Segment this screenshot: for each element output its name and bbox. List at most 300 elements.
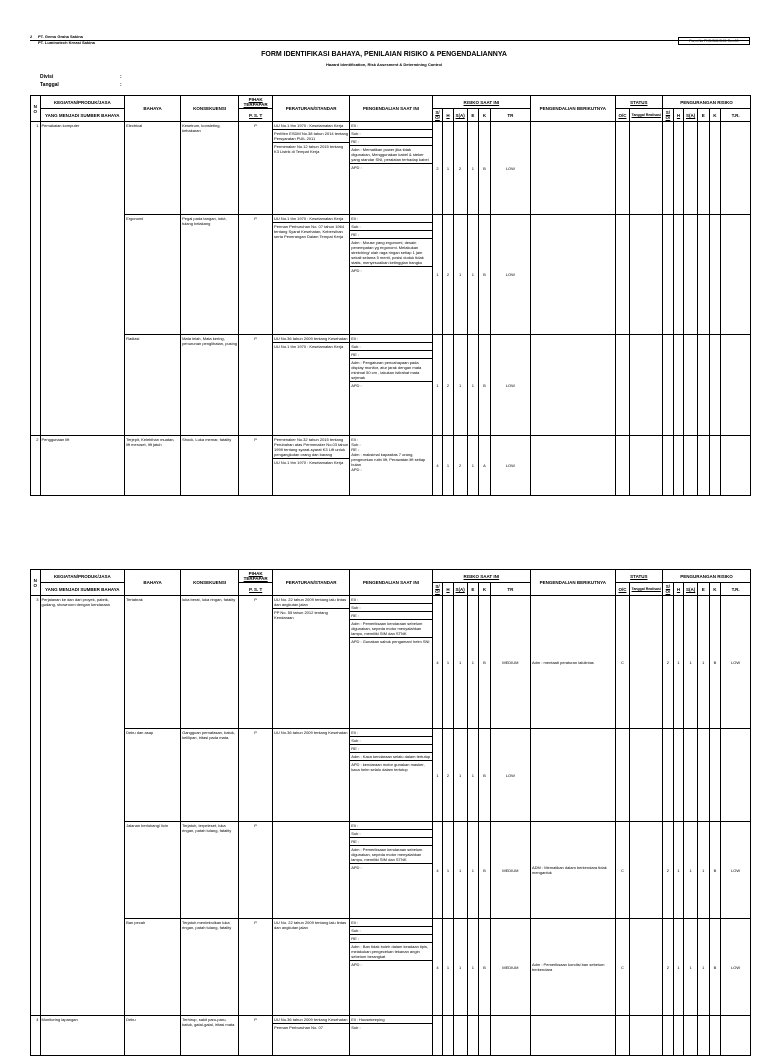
status-oc-cell: [615, 1016, 630, 1056]
control-line: APD :: [351, 962, 362, 967]
risk-row: [31, 596, 751, 729]
reduced-risk-cell: B: [709, 919, 721, 1016]
reduced-risk-cell: [673, 729, 684, 822]
hazard-cell: Ban pecah: [125, 919, 181, 1016]
col-k2: K: [709, 109, 721, 122]
form-page-2: [0, 563, 768, 1030]
risk-e-cell: 1: [467, 919, 479, 1016]
control-line: RE :: [350, 231, 431, 239]
col-s2: S/O/: [663, 109, 674, 122]
regulation-cell: [273, 122, 350, 215]
col-e2: E: [697, 109, 709, 122]
consequence-cell: Terjatuh menimbulkan luka ringan, patah tulang, fatality: [181, 919, 239, 1016]
consequence-cell: Mata lelah, Mata kering, penurunan penglihatan, pusing: [181, 335, 239, 436]
current-control-cell: [350, 436, 432, 496]
reduced-risk-cell: [697, 729, 709, 822]
risk-row: [31, 215, 751, 335]
control-line: Eli :: [350, 596, 431, 604]
current-control-cell: [350, 919, 432, 1016]
col-s: S/O/: [432, 109, 443, 122]
control-line: Adm : Pemeriksaan kendaraan sebelum digunakan, sepeda motor menyalahkan lampu, memiliki SIM dan STNK: [350, 846, 431, 864]
company-line-2: PT. Luminotech Kreasi Sakina: [38, 40, 95, 45]
header-rule: [30, 40, 750, 41]
risk-row: [31, 822, 751, 919]
risk-row: [31, 436, 751, 496]
regulation-cell: [273, 335, 350, 436]
status-oc-cell: [615, 335, 630, 436]
col-sa: S(A): [453, 109, 467, 122]
control-line: Eli : Sub : RE : Adm : maksimal kapasitas 7 orang, pengecekan rutin lift, Perawatan lift setiap bulan APD :: [351, 437, 426, 472]
control-line: APD :: [351, 165, 362, 170]
consequence-cell: Terjatuh, terpeleset, luka ringan, patah tulang, fatality: [181, 822, 239, 919]
hazard-cell: Debu: [125, 1016, 181, 1056]
col-kegiatan-2: YANG MENJADI SUMBER BAHAYA: [40, 109, 125, 122]
reduced-risk-cell: 2: [663, 596, 674, 729]
risk-s-cell: 4: [432, 436, 443, 496]
regulation-cell: [273, 919, 350, 1016]
risk-sa-cell: 2: [453, 436, 467, 496]
reduced-risk-cell: [709, 729, 721, 822]
risk-sa-cell: 1: [453, 919, 467, 1016]
col-e2: E: [697, 583, 709, 596]
risk-k-cell: [479, 1016, 491, 1056]
reduced-risk-cell: [663, 122, 674, 215]
next-control-cell: [531, 1016, 616, 1056]
col-tr: TR: [490, 583, 530, 596]
col-sa: S(A): [453, 583, 467, 596]
risk-level-cell: LOW: [490, 436, 530, 496]
risk-e-cell: 1: [467, 822, 479, 919]
col-peraturan: PERATURAN/STANDAR: [273, 570, 350, 596]
control-line: UU No.36 tahun 2009 tentang Kesehatan: [274, 336, 348, 341]
reduced-risk-cell: [684, 335, 698, 436]
realization-date-cell: [630, 822, 663, 919]
activity-cell: Perjalanan ke dan dari proyek, pabrik, gudang, showroom dengan kendaraan: [40, 596, 125, 1016]
col-tr: TR: [490, 109, 530, 122]
regulation-cell: [273, 436, 350, 496]
next-control-cell: [531, 122, 616, 215]
page-gap: [0, 530, 768, 563]
hazard-cell: Tertabrak: [125, 596, 181, 729]
risk-h-cell: 1: [443, 436, 454, 496]
risk-s-cell: 4: [432, 596, 443, 729]
risk-level-cell: MEDIUM: [490, 596, 530, 729]
reduced-risk-cell: B: [709, 596, 721, 729]
col-berikut: PENGENDALIAN BERIKUTNYA: [531, 96, 616, 122]
realization-date-cell: [630, 919, 663, 1016]
control-line: RE :: [350, 351, 431, 359]
col-tanggal-realisasi: Tanggal Realisasi: [630, 109, 663, 122]
control-line: APD :: [351, 865, 362, 870]
exposed-party-cell: P: [239, 729, 273, 822]
status-oc-cell: C: [615, 822, 630, 919]
risk-h-cell: 2: [443, 335, 454, 436]
reduced-risk-cell: 1: [673, 822, 684, 919]
col-konsekuensi: KONSEKUENSI: [181, 96, 239, 122]
company-line-1: 2 PT. Gemo Graha Sakina: [30, 34, 83, 39]
risk-table-1: [30, 95, 751, 496]
col-pengendalian: PENGENDALIAN SAAT INI: [350, 570, 432, 596]
col-e: E: [467, 109, 479, 122]
activity-cell: Penggunaan lift: [40, 436, 125, 496]
row-number: 3: [31, 596, 41, 1016]
reduced-risk-cell: [673, 1016, 684, 1056]
reduced-risk-cell: [709, 215, 721, 335]
reduced-risk-cell: 1: [673, 596, 684, 729]
form-subtitle: Hazard Identification, Risk Assesment & Determining Control: [325, 62, 443, 67]
consequence-cell: Shock, Luka memar, fatality: [181, 436, 239, 496]
current-control-cell: [350, 596, 432, 729]
risk-sa-cell: 1: [453, 335, 467, 436]
risk-e-cell: 1: [467, 596, 479, 729]
realization-date-cell: [630, 596, 663, 729]
col-konsekuensi: KONSEKUENSI: [181, 570, 239, 596]
reduced-risk-cell: [684, 729, 698, 822]
control-line: APD : kendaraan motor gunakan masker, kaca helm selalu dalam tertutup: [351, 762, 426, 772]
col-s: S/O/: [432, 583, 443, 596]
row-number: 1: [31, 122, 41, 436]
control-line: Eli :: [350, 822, 431, 830]
exposed-party-cell: P: [239, 919, 273, 1016]
control-line: RE :: [350, 612, 431, 620]
reduced-risk-cell: [684, 436, 698, 496]
current-control-cell: [350, 335, 432, 436]
risk-level-cell: MEDIUM: [490, 822, 530, 919]
reduced-risk-cell: [721, 436, 751, 496]
reduced-risk-cell: [697, 122, 709, 215]
col-h2: H: [673, 109, 684, 122]
control-line: Eli :: [350, 215, 431, 223]
col-pihak: PIHAK TERPAPAR: [239, 96, 273, 109]
hazard-cell: Debu dan asap: [125, 729, 181, 822]
risk-sa-cell: 1: [453, 215, 467, 335]
risk-sa-cell: 2: [453, 122, 467, 215]
reduced-risk-cell: [697, 436, 709, 496]
reduced-risk-cell: [709, 335, 721, 436]
control-line: PerMen ESDM No.38 tahun 2014 tentang Persyaratan PUIL 2011: [274, 131, 350, 141]
status-oc-cell: [615, 729, 630, 822]
control-line: UU No.36 tahun 2009 tentang Kesehatan: [274, 1017, 348, 1022]
risk-row: [31, 335, 751, 436]
control-line: Perman Perburuhan No. 07 tahun 1964 tentang Syarat Kesehatan, Kebersihan serta Penerangan Dalam Tempat Kerja: [274, 224, 346, 239]
col-berikut: PENGENDALIAN BERIKUTNYA: [531, 570, 616, 596]
col-oc: O/C: [615, 109, 630, 122]
current-control-cell: [350, 822, 432, 919]
reduced-risk-cell: [673, 436, 684, 496]
col-kegiatan-2: YANG MENJADI SUMBER BAHAYA: [40, 583, 125, 596]
reduced-risk-cell: [663, 1016, 674, 1056]
risk-row: [31, 1016, 751, 1056]
control-line: UU No.1 thn 1970 : Keselamatan Kerja: [273, 215, 349, 223]
control-line: Adm : Mouse yang ergonomi, desain penempatan yg ergonomi. Melakukan stretching/ olah raga ringan setiap 1 jam sekali selama 5 menit, posisi duduk tidak statis, menyesuaikan ketinggian bangku: [350, 239, 431, 267]
tanggal-field: Tanggal :: [40, 82, 122, 88]
current-control-cell: [350, 1016, 432, 1056]
col-sa2: S(A): [684, 583, 698, 596]
status-oc-cell: C: [615, 596, 630, 729]
hazard-cell: Ergonomi: [125, 215, 181, 335]
exposed-party-cell: P: [239, 436, 273, 496]
risk-k-cell: A: [479, 436, 491, 496]
reduced-risk-cell: 1: [697, 822, 709, 919]
risk-k-cell: B: [479, 215, 491, 335]
next-control-cell: [531, 335, 616, 436]
col-sa2: S(A): [684, 109, 698, 122]
control-line: Eli :: [350, 919, 431, 927]
control-line: PP No. 55 tahun 2012 tentang Kendaraan: [274, 610, 329, 620]
consequence-cell: Terhirup, sakit paru-paru, batuk, gatal-gatal, iritasi mata: [181, 1016, 239, 1056]
control-line: Eli :: [350, 729, 431, 737]
form-number: Form No PKS-SMK3-01 Rev.00: [678, 37, 750, 45]
risk-e-cell: 1: [467, 729, 479, 822]
exposed-party-cell: P: [239, 215, 273, 335]
reduced-risk-cell: LOW: [721, 822, 751, 919]
current-control-cell: [350, 215, 432, 335]
reduced-risk-cell: LOW: [721, 919, 751, 1016]
risk-k-cell: B: [479, 822, 491, 919]
reduced-risk-cell: [709, 122, 721, 215]
realization-date-cell: [630, 1016, 663, 1056]
reduced-risk-cell: 1: [684, 822, 698, 919]
col-bahaya: BAHAYA: [125, 570, 181, 596]
col-pengurangan: PENGURANGAN RISIKO: [663, 570, 751, 583]
control-line: Adm : Kaca kendaraan selalu dalam tertutup: [351, 754, 431, 759]
realization-date-cell: [630, 436, 663, 496]
realization-date-cell: [630, 335, 663, 436]
col-pengurangan: PENGURANGAN RISIKO: [663, 96, 751, 109]
control-line: Sub :: [350, 927, 431, 935]
risk-sa-cell: 1: [453, 822, 467, 919]
reduced-risk-cell: [663, 215, 674, 335]
col-e: E: [467, 583, 479, 596]
next-control-cell: ADM : Mematikan dalam berkendara tidak mengantuk: [531, 822, 616, 919]
col-pst: P. S. T: [239, 109, 273, 122]
control-line: Adm : Mematikan power jika tidak digunakan, Menggunakan kabel & steker yang standar SNI, peralatan terhadap kabel: [350, 146, 431, 164]
risk-e-cell: 1: [467, 122, 479, 215]
risk-h-cell: 1: [443, 122, 454, 215]
col-tr2: T.R.: [721, 109, 751, 122]
control-line: RE :: [350, 838, 431, 846]
risk-e-cell: 1: [467, 335, 479, 436]
col-pst: P. S. T: [239, 583, 273, 596]
reduced-risk-cell: [709, 436, 721, 496]
col-s2: S/O/: [663, 583, 674, 596]
control-line: RE :: [350, 935, 431, 943]
control-line: Sub :: [350, 737, 431, 745]
control-line: Sub :: [350, 130, 431, 138]
exposed-party-cell: P: [239, 335, 273, 436]
next-control-cell: Adm : mentaati peraturan lalulintas: [531, 596, 616, 729]
status-oc-cell: C: [615, 919, 630, 1016]
control-line: Eli :: [350, 335, 431, 343]
risk-k-cell: B: [479, 729, 491, 822]
current-control-cell: [350, 729, 432, 822]
control-line: Sub :: [350, 604, 431, 612]
col-h: H: [443, 109, 454, 122]
col-k: K: [479, 583, 491, 596]
risk-h-cell: [443, 1016, 454, 1056]
col-k: K: [479, 109, 491, 122]
risk-s-cell: 4: [432, 919, 443, 1016]
risk-e-cell: 1: [467, 215, 479, 335]
col-pengendalian: PENGENDALIAN SAAT INI: [350, 96, 432, 122]
status-oc-cell: [615, 215, 630, 335]
col-k2: K: [709, 583, 721, 596]
risk-s-cell: 1: [432, 215, 443, 335]
col-kegiatan: KEGIATAN/PRODUK/JASA: [40, 96, 125, 109]
hazard-cell: Electrical: [125, 122, 181, 215]
reduced-risk-cell: 1: [684, 919, 698, 1016]
exposed-party-cell: P: [239, 822, 273, 919]
risk-sa-cell: 1: [453, 729, 467, 822]
risk-level-cell: LOW: [490, 122, 530, 215]
realization-date-cell: [630, 122, 663, 215]
col-tanggal-realisasi: Tanggal Realisasi: [630, 583, 663, 596]
reduced-risk-cell: [663, 335, 674, 436]
control-line: [273, 822, 349, 824]
control-line: Perman Perburuhan No. 07: [274, 1025, 323, 1030]
risk-h-cell: 2: [443, 729, 454, 822]
reduced-risk-cell: [721, 122, 751, 215]
risk-h-cell: 1: [443, 596, 454, 729]
col-no: NO: [31, 96, 41, 122]
col-kegiatan: KEGIATAN/PRODUK/JASA: [40, 570, 125, 583]
reduced-risk-cell: 1: [697, 919, 709, 1016]
risk-level-cell: LOW: [490, 729, 530, 822]
regulation-cell: [273, 215, 350, 335]
divisi-field: Divisi :: [40, 74, 122, 80]
exposed-party-cell: P: [239, 1016, 273, 1056]
risk-level-cell: [490, 1016, 530, 1056]
reduced-risk-cell: [697, 215, 709, 335]
risk-level-cell: MEDIUM: [490, 919, 530, 1016]
row-number: 2: [31, 436, 41, 496]
regulation-cell: [273, 729, 350, 822]
realization-date-cell: [630, 729, 663, 822]
risk-k-cell: B: [479, 596, 491, 729]
control-line: UU No. 22 tahun 2009 tentang lalu lintas dan angkutan jalan: [274, 920, 348, 930]
reduced-risk-cell: [673, 335, 684, 436]
col-bahaya: BAHAYA: [125, 96, 181, 122]
control-line: Permenaker No.12 tahun 2015 tentang K3 Listrik di Tempat Kerja: [274, 144, 345, 154]
control-line: UU No.1 thn 1970 : Keselamatan Kerja: [274, 344, 344, 349]
control-line: Sub :: [350, 223, 431, 231]
reduced-risk-cell: [663, 436, 674, 496]
consequence-cell: luka berat, luka ringan, fatality: [181, 596, 239, 729]
control-line: Adm : Ban tidak boleh dalam keadaan tipis, melakukan pengecekan tekanan angin sebelum berangkat: [350, 943, 431, 961]
reduced-risk-cell: [673, 122, 684, 215]
exposed-party-cell: P: [239, 122, 273, 215]
col-no: NO: [31, 570, 41, 596]
col-h: H: [443, 583, 454, 596]
risk-row: [31, 122, 751, 215]
reduced-risk-cell: 1: [673, 919, 684, 1016]
reduced-risk-cell: [721, 215, 751, 335]
reduced-risk-cell: [709, 1016, 721, 1056]
next-control-cell: [531, 729, 616, 822]
status-oc-cell: [615, 436, 630, 496]
risk-h-cell: 1: [443, 919, 454, 1016]
col-status: STATUS: [615, 570, 663, 583]
risk-row: [31, 729, 751, 822]
control-line: APD :: [351, 383, 362, 388]
control-line: Adm : Pengaturan pencahayaan pada display monitor, atur jarak dengan mata minimal 50 cm , lakukan istirahat mata sejenak: [350, 359, 431, 382]
col-h2: H: [673, 583, 684, 596]
regulation-cell: [273, 1016, 350, 1056]
reduced-risk-cell: [697, 335, 709, 436]
next-control-cell: [531, 215, 616, 335]
form-title: FORM IDENTIFIKASI BAHAYA, PENILAIAN RISIKO & PENGENDALIANNYA: [261, 51, 507, 58]
consequence-cell: Kesetrum, konsleting, kebakaran: [181, 122, 239, 215]
control-line: Eli : Housekeeping: [350, 1016, 431, 1024]
risk-sa-cell: 1: [453, 596, 467, 729]
reduced-risk-cell: [684, 1016, 698, 1056]
status-oc-cell: [615, 122, 630, 215]
risk-sa-cell: [453, 1016, 467, 1056]
col-status: STATUS: [615, 96, 663, 109]
col-pihak: PIHAK TERPAPAR: [239, 570, 273, 583]
risk-level-cell: LOW: [490, 335, 530, 436]
control-line: Sub :: [350, 343, 431, 351]
reduced-risk-cell: [684, 122, 698, 215]
hazard-cell: Radiasi: [125, 335, 181, 436]
realization-date-cell: [630, 215, 663, 335]
control-line: RE :: [350, 745, 431, 753]
current-control-cell: [350, 122, 432, 215]
consequence-cell: Pegal pada tangan, lutut, tulang belakang: [181, 215, 239, 335]
consequence-cell: Gangguan pernafasan, batuk, kelilipan, iritasi pada mata.: [181, 729, 239, 822]
next-control-cell: Adm : Pemeriksaan kondisi ban sebelum berkendara: [531, 919, 616, 1016]
regulation-cell: [273, 596, 350, 729]
control-line: Permenaker No.32 tahun 2015 tentang Perubahan atas Permenaker No.03 tahun 1999 tentang syarat-syarat K3 Lift untuk pengangkutan orang dan barang: [274, 437, 350, 457]
col-peraturan: PERATURAN/STANDAR: [273, 96, 350, 122]
row-number: 4: [31, 1016, 41, 1056]
reduced-risk-cell: LOW: [721, 596, 751, 729]
risk-s-cell: 1: [432, 729, 443, 822]
reduced-risk-cell: 2: [663, 822, 674, 919]
risk-h-cell: 1: [443, 822, 454, 919]
risk-k-cell: B: [479, 122, 491, 215]
control-line: Sub :: [351, 1025, 361, 1030]
activity-cell: Monitoring lapangan: [40, 1016, 125, 1056]
control-line: APD : Gunakan sabuk pengaman/ helm SNI: [351, 639, 430, 644]
reduced-risk-cell: [721, 1016, 751, 1056]
col-oc: O/C: [615, 583, 630, 596]
reduced-risk-cell: 1: [684, 596, 698, 729]
reduced-risk-cell: [663, 729, 674, 822]
risk-row: [31, 919, 751, 1016]
control-line: Eli :: [350, 122, 431, 130]
control-line: UU No. 22 tahun 2009 tentang lalu lintas dan angkutan jalan: [274, 597, 348, 607]
risk-level-cell: LOW: [490, 215, 530, 335]
risk-s-cell: [432, 1016, 443, 1056]
control-line: UU No.1 thn 1970 : Keselamatan Kerja: [274, 460, 344, 465]
risk-e-cell: 1: [467, 436, 479, 496]
col-risiko: RISIKO SAAT INI: [432, 570, 530, 583]
reduced-risk-cell: [697, 1016, 709, 1056]
risk-k-cell: B: [479, 919, 491, 1016]
hazard-cell: Terjepit, Kelebihan muatan, lift meroset, lift jatuh: [125, 436, 181, 496]
reduced-risk-cell: B: [709, 822, 721, 919]
reduced-risk-cell: 1: [697, 596, 709, 729]
risk-k-cell: B: [479, 335, 491, 436]
reduced-risk-cell: [684, 215, 698, 335]
risk-s-cell: 2: [432, 122, 443, 215]
control-line: UU No.36 tahun 2009 tentang Kesehatan: [274, 730, 348, 735]
reduced-risk-cell: [721, 729, 751, 822]
activity-cell: Pemakaian komputer: [40, 122, 125, 436]
risk-h-cell: 2: [443, 215, 454, 335]
reduced-risk-cell: 2: [663, 919, 674, 1016]
